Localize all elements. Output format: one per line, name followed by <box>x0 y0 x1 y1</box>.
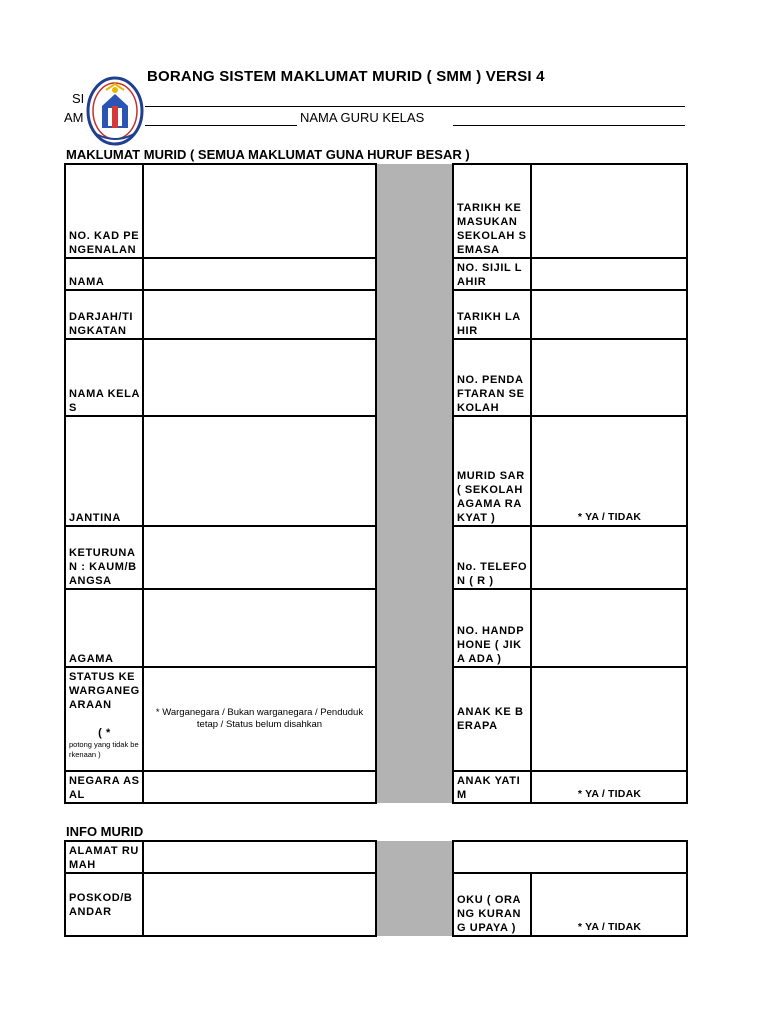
input-nama-kelas[interactable] <box>143 339 376 416</box>
input-darjah-tingkatan[interactable] <box>143 290 376 339</box>
guru-kelas-label: NAMA GURU KELAS <box>300 110 425 125</box>
label-anak-ke-berapa: ANAK KE BERAPA <box>453 667 531 771</box>
label-keturunan: KETURUNAN : KAUM/BANGSA <box>65 526 143 589</box>
input-tarikh-kemasukan[interactable] <box>531 164 687 258</box>
input-tarikh-lahir[interactable] <box>531 290 687 339</box>
cut-label-am: AM <box>64 110 84 125</box>
label-oku: OKU ( ORANG KURANG UPAYA ) <box>453 873 531 936</box>
section-maklumat-title: MAKLUMAT MURID ( SEMUA MAKLUMAT GUNA HURUF BESAR ) <box>66 147 470 162</box>
name-line-left <box>145 125 297 126</box>
label-status-kewarganegaraan: STATUS KEWARGANEGARAAN <box>69 671 140 711</box>
murid-sar-ya-tidak[interactable]: * YA / TIDAK <box>531 416 687 526</box>
label-jantina: JANTINA <box>65 416 143 526</box>
label-anak-yatim: ANAK YATIM <box>453 771 531 803</box>
oku-ya-tidak[interactable]: * YA / TIDAK <box>531 873 687 936</box>
status-kewarganegaraan-options[interactable]: * Warganegara / Bukan warganegara / Penduduk tetap / Status belum disahkan <box>143 667 376 771</box>
info-murid-table <box>64 840 688 937</box>
input-jantina[interactable] <box>143 416 376 526</box>
name-line-top <box>145 106 685 107</box>
label-no-pendaftaran-sekolah: NO. PENDAFTARAN SEKOLAH <box>453 339 531 416</box>
label-murid-sar: MURID SAR ( SEKOLAH AGAMA RAKYAT ) <box>453 416 531 526</box>
label-tarikh-lahir: TARIKH LAHIR <box>453 290 531 339</box>
status-star-note: ( * <box>98 727 111 739</box>
input-no-handphone[interactable] <box>531 589 687 667</box>
anak-yatim-ya-tidak[interactable]: * YA / TIDAK <box>531 771 687 803</box>
input-poskod-bandar[interactable] <box>143 873 376 936</box>
label-negara-asal: NEGARA ASAL <box>65 771 143 803</box>
school-crest-logo <box>86 76 144 146</box>
input-no-sijil-lahir[interactable] <box>531 258 687 290</box>
input-no-telefon[interactable] <box>531 526 687 589</box>
input-alamat-rumah[interactable] <box>143 841 376 873</box>
label-no-telefon: No. TELEFON ( R ) <box>453 526 531 589</box>
label-nama: NAMA <box>65 258 143 290</box>
table-row <box>65 164 687 258</box>
input-keturunan[interactable] <box>143 526 376 589</box>
grey-separator <box>376 841 453 936</box>
input-nama[interactable] <box>143 258 376 290</box>
grey-separator <box>376 164 453 803</box>
label-no-kad-pengenalan: NO. KAD PENGENALAN <box>65 164 143 258</box>
label-no-sijil-lahir: NO. SIJIL LAHIR <box>453 258 531 290</box>
label-no-handphone: NO. HANDPHONE ( JIKA ADA ) <box>453 589 531 667</box>
input-negara-asal[interactable] <box>143 771 376 803</box>
label-nama-kelas: NAMA KELAS <box>65 339 143 416</box>
input-no-kad-pengenalan[interactable] <box>143 164 376 258</box>
maklumat-murid-table <box>64 163 688 804</box>
table-row <box>65 841 687 873</box>
label-darjah-tingkatan: DARJAH/TINGKATAN <box>65 290 143 339</box>
guru-kelas-line[interactable] <box>453 125 685 126</box>
form-title: BORANG SISTEM MAKLUMAT MURID ( SMM ) VERSI 4 <box>147 68 545 85</box>
input-anak-ke-berapa[interactable] <box>531 667 687 771</box>
input-agama[interactable] <box>143 589 376 667</box>
label-alamat-rumah: ALAMAT RUMAH <box>65 841 143 873</box>
input-alamat-rumah-continued[interactable] <box>453 841 687 873</box>
section-info-murid-title: INFO MURID <box>66 824 144 839</box>
status-small-note: potong yang tidak berkenaan ) <box>69 740 139 759</box>
label-poskod-bandar: POSKOD/BANDAR <box>65 873 143 936</box>
label-agama: AGAMA <box>65 589 143 667</box>
input-no-pendaftaran-sekolah[interactable] <box>531 339 687 416</box>
cut-label-si: SI <box>72 91 85 106</box>
label-tarikh-kemasukan: TARIKH KEMASUKAN SEKOLAH SEMASA <box>453 164 531 258</box>
label-status-kewarganegaraan-cell <box>65 667 143 771</box>
